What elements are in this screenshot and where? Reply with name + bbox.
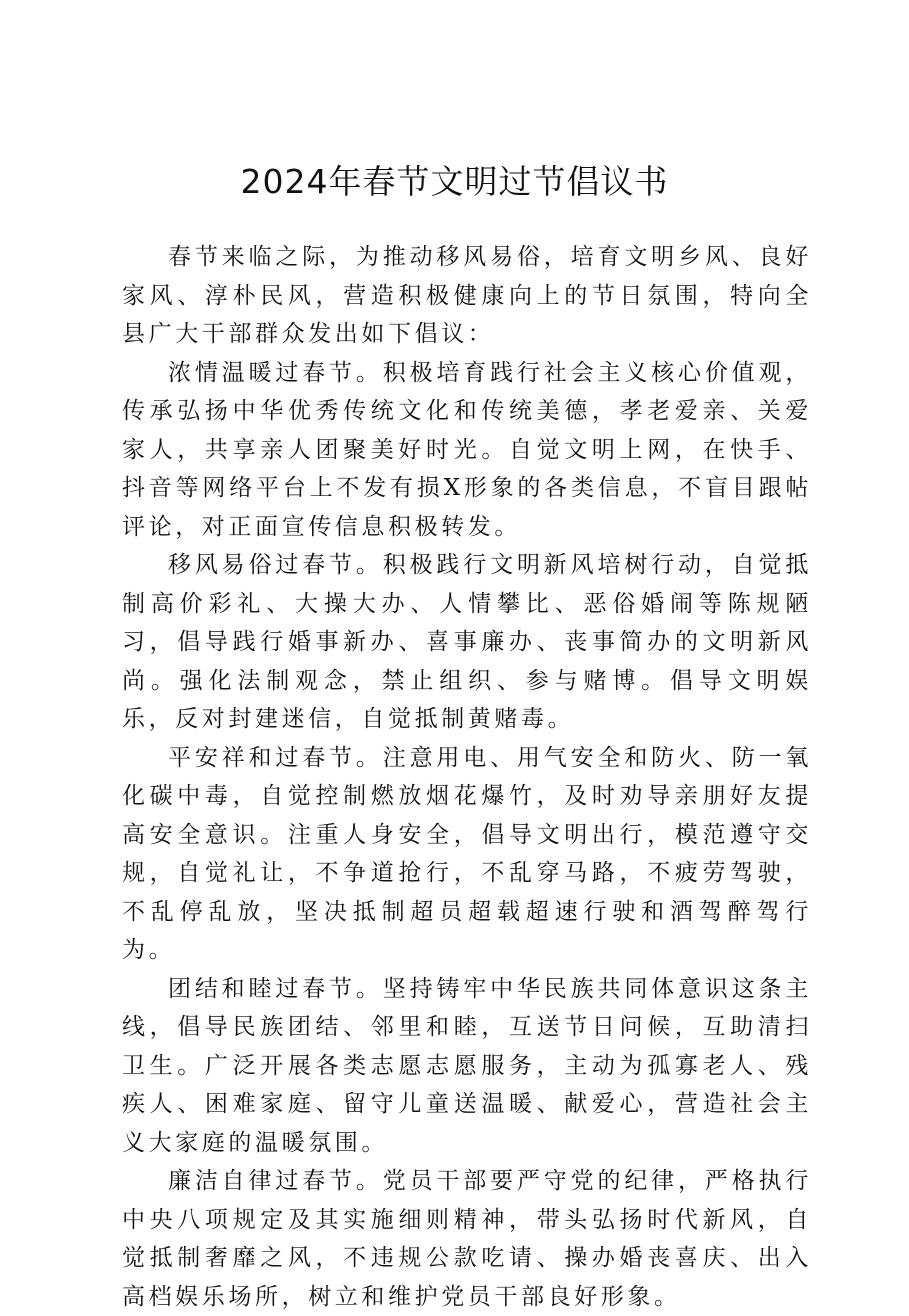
- paragraph-unity: 团结和睦过春节。坚持铸牢中华民族共同体意识这条主线，倡导民族团结、邻里和睦，互送节日问候，互助清扫卫生。广泛开展各类志愿志愿服务，主动为孤寡老人、残疾人、困难家庭、留守儿童送温暖、献爱心，营造社会主义大家庭的温暖氛围。: [122, 975, 812, 1156]
- paragraph-safety: 平安祥和过春节。注意用电、用气安全和防火、防一氧化碳中毒，自觉控制燃放烟花爆竹，及时劝导亲朋好友提高安全意识。注重人身安全，倡导文明出行，模范遵守交规，自觉礼让，不争道抢行，不乱穿马路，不疲劳驾驶，不乱停乱放，坚决抵制超员超载超速行驶和酒驾醉驾行为。: [122, 744, 812, 963]
- paragraph-custom-reform: 移风易俗过春节。积极践行文明新风培树行动，自觉抵制高价彩礼、大操大办、人情攀比、恶俗婚闹等陈规陋习，倡导践行婚事新办、喜事廉办、丧事简办的文明新风尚。强化法制观念，禁止组织、参与赌博。倡导文明娱乐，反对封建迷信，自觉抵制黄赌毒。: [122, 552, 812, 732]
- document-body: [122, 238, 812, 1316]
- paragraph-integrity: 廉洁自律过春节。党员干部要严守党的纪律，严格执行中央八项规定及其实施细则精神，带头弘扬时代新风，自觉抵制奢靡之风，不违规公款吃请、操办婚丧喜庆、出入高档娱乐场所，树立和维护党员干部良好形象。: [122, 1168, 812, 1310]
- paragraph-warm-spring-festival: 浓情温暖过春节。积极培育践行社会主义核心价值观，传承弘扬中华优秀传统文化和传统美德，孝老爱亲、关爱家人，共享亲人团聚美好时光。自觉文明上网，在快手、抖音等网络平台上不发有损X形象的各类信息，不盲目跟帖评论，对正面宣传信息积极转发。: [122, 359, 812, 540]
- document-title: 2024年春节文明过节倡议书: [240, 162, 669, 201]
- paragraph-intro: 春节来临之际，为推动移风易俗，培育文明乡风、良好家风、淳朴民风，营造积极健康向上的节日氛围，特向全县广大干部群众发出如下倡议：: [122, 244, 812, 347]
